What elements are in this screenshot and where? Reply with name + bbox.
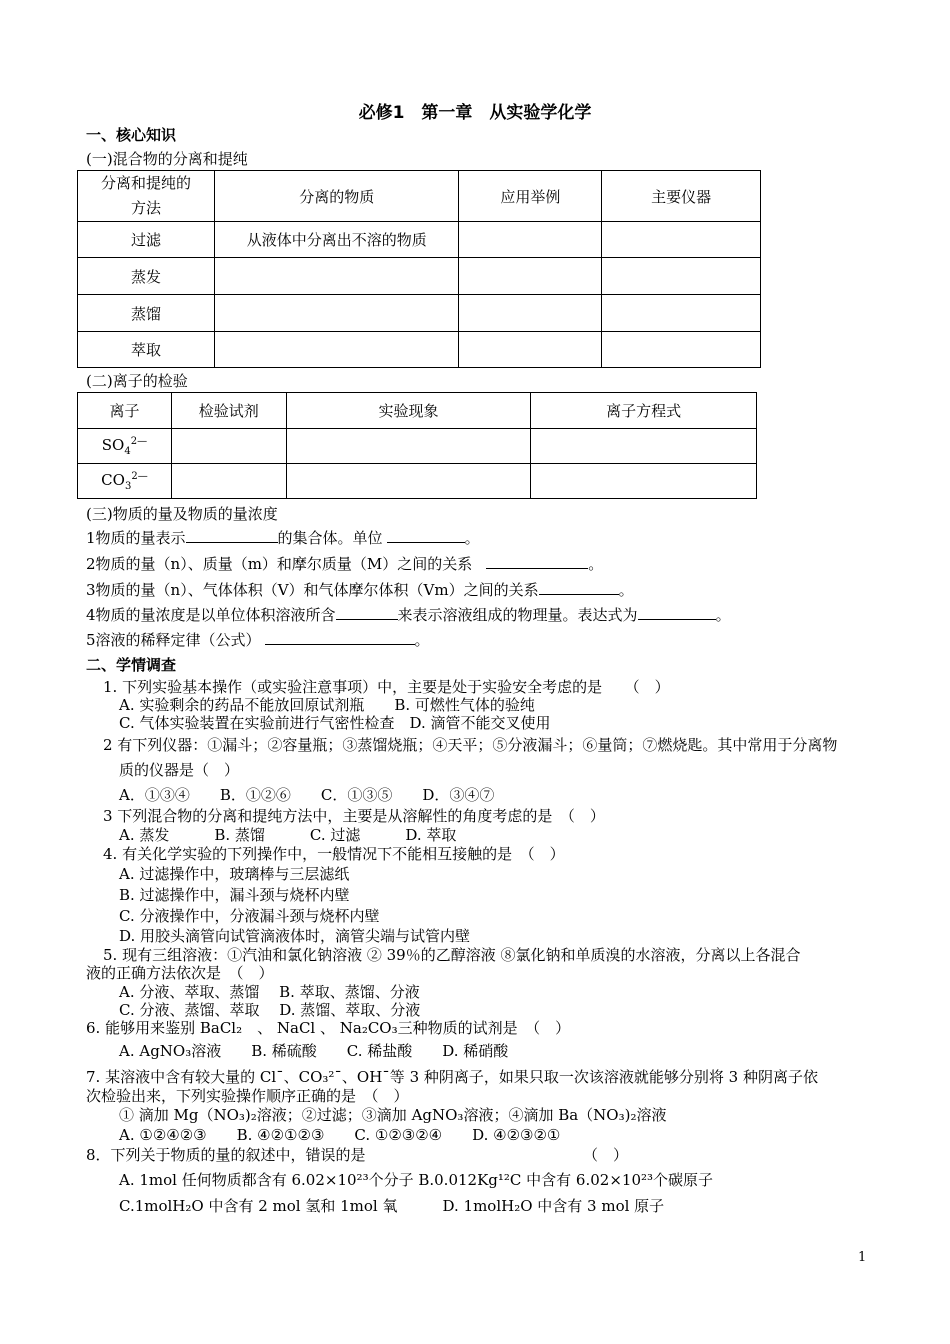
blank-line[interactable] [638, 605, 716, 620]
question-1-options-ab: A. 实验剩余的药品不能放回原试剂瓶 B. 可燃性气体的验纯 [119, 696, 535, 714]
cell-substance: 从液体中分离出不溶的物质 [214, 222, 459, 258]
question-1-stem: 1. 下列实验基本操作（或实验注意事项）中，主要是处于实验安全考虑的是 （ ） [103, 678, 670, 696]
header-substance: 分离的物质 [214, 171, 459, 222]
blank-line[interactable] [539, 580, 619, 595]
question-4-option-b: B. 过滤操作中，漏斗颈与烧杯内壁 [119, 886, 350, 904]
cell-phenomenon [286, 464, 531, 499]
blank-line[interactable] [486, 554, 588, 569]
question-2-stem: 2 有下列仪器：①漏斗；②容量瓶；③蒸馏烧瓶；④天平；⑤分液漏斗；⑥量筒；⑦燃烧匙。其中常用于分离物 [103, 736, 838, 754]
page-number: 1 [858, 1250, 867, 1265]
cell-substance [214, 258, 459, 295]
cell-phenomenon [286, 429, 531, 464]
question-6-stem: 6. 能够用来鉴别 BaCl₂ 、 NaCl 、 Na₂CO₃三种物质的试剂是 （ ） [86, 1019, 571, 1037]
question-5-options-cd: C. 分液、蒸馏、萃取 D. 蒸馏、萃取、分液 [119, 1001, 421, 1019]
table-row [78, 295, 761, 332]
cell-example [459, 332, 602, 368]
fill-item-3: 3物质的量（n）、气体体积（V）和气体摩尔体积（Vm）之间的关系 。 [86, 581, 634, 599]
question-5-stem: 5. 现有三组溶液：①汽油和氯化钠溶液 ② 39％的乙醇溶液 ⑧氯化钠和单质溴的水溶液，分离以上各混合 [103, 946, 801, 964]
header-phenomenon: 实验现象 [286, 393, 531, 429]
question-4-option-a: A. 过滤操作中，玻璃棒与三层滤纸 [119, 865, 350, 883]
table-header-row [78, 171, 761, 222]
header-instrument: 主要仪器 [602, 171, 761, 222]
cell-method: 蒸馏 [78, 295, 215, 332]
cell-reagent [171, 464, 286, 499]
cell-instrument [602, 295, 761, 332]
question-7-options: A. ①②④②③ B. ④②①②③ C. ①②③②④ D. ④②③②① [119, 1126, 561, 1144]
subheading-mole: (三)物质的量及物质的量浓度 [86, 505, 278, 523]
question-7-stem-cont: 次检验出来，下列实验操作顺序正确的是 （ ） [86, 1087, 409, 1105]
question-5-stem-cont: 液的正确方法依次是 （ ） [86, 964, 274, 982]
blank-line[interactable] [265, 630, 415, 645]
question-8-options-cd: C.1molH₂O 中含有 2 mol 氢和 1mol 氧 D. 1molH₂O 中含有 3 mol 原子 [119, 1197, 665, 1215]
header-ion: 离子 [78, 393, 172, 429]
fill-item-1: 1物质的量表示 的集合体。单位 。 [86, 529, 480, 547]
question-6-options: A. AgNO₃溶液 B. 稀硫酸 C. 稀盐酸 D. 稀硝酸 [119, 1042, 509, 1060]
cell-ion-sulfate: $SO_4^{2—}$ [78, 429, 172, 464]
header-equation: 离子方程式 [531, 393, 757, 429]
question-4-stem: 4. 有关化学实验的下列操作中，一般情况下不能相互接触的是 （ ） [103, 845, 565, 863]
question-3-stem: 3 下列混合物的分离和提纯方法中，主要是从溶解性的角度考虑的是 （ ） [103, 807, 605, 825]
subheading-separation: (一)混合物的分离和提纯 [86, 150, 248, 168]
cell-method: 蒸发 [78, 258, 215, 295]
fill-item-4: 4物质的量浓度是以单位体积溶液所含 来表示溶液组成的物理量。表达式为 。 [86, 606, 731, 624]
cell-method: 萃取 [78, 332, 215, 368]
header-example: 应用举例 [459, 171, 602, 222]
question-7-steps: ① 滴加 Mg（NO₃)₂溶液；②过滤；③滴加 AgNO₃溶液；④滴加 Ba（NO₃)₂溶液 [119, 1106, 667, 1124]
table-row [78, 429, 757, 464]
question-1-options-cd: C. 气体实验装置在实验前进行气密性检查 D. 滴管不能交叉使用 [119, 714, 551, 732]
cell-example [459, 222, 602, 258]
cell-method: 过滤 [78, 222, 215, 258]
section-heading-core: 一、核心知识 [86, 126, 177, 144]
table-row [78, 258, 761, 295]
section-heading-survey: 二、学情调查 [86, 656, 177, 674]
cell-equation [531, 464, 757, 499]
cell-substance [214, 332, 459, 368]
table-row [78, 464, 757, 499]
separation-table [77, 170, 761, 368]
cell-instrument [602, 332, 761, 368]
fill-item-5: 5溶液的稀释定律（公式） 。 [86, 631, 430, 649]
question-2-stem-cont: 质的仪器是（ ） [119, 761, 240, 779]
cell-equation [531, 429, 757, 464]
cell-instrument [602, 258, 761, 295]
question-8-stem: 8．下列关于物质的量的叙述中，错误的是 （ ） [86, 1146, 629, 1164]
ion-test-table [77, 392, 757, 499]
fill-item-2: 2物质的量（n）、质量（m）和摩尔质量（M）之间的关系 。 [86, 555, 604, 573]
question-5-options-ab: A. 分液、萃取、蒸馏 B. 萃取、蒸馏、分液 [119, 983, 420, 1001]
blank-line[interactable] [387, 528, 465, 543]
header-method: 分离和提纯的方法 [78, 171, 215, 222]
table-row [78, 332, 761, 368]
blank-line[interactable] [336, 605, 398, 620]
question-4-option-c: C. 分液操作中，分液漏斗颈与烧杯内壁 [119, 907, 380, 925]
table-row [78, 222, 761, 258]
page-title: 必修1 第一章 从实验学化学 [358, 103, 592, 123]
question-2-options: A．①③④ B．①②⑥ C．①③⑤ D．③④⑦ [119, 786, 495, 804]
subheading-ion-test: (二)离子的检验 [86, 372, 188, 390]
question-3-options: A. 蒸发 B. 蒸馏 C. 过滤 D. 萃取 [119, 826, 457, 844]
question-8-options-ab: A. 1mol 任何物质都含有 6.02×10²³个分子 B.0.012Kg¹²C 中含有 6.02×10²³个碳原子 [119, 1171, 714, 1189]
cell-substance [214, 295, 459, 332]
cell-reagent [171, 429, 286, 464]
cell-instrument [602, 222, 761, 258]
header-reagent: 检验试剂 [171, 393, 286, 429]
question-4-option-d: D. 用胶头滴管向试管滴液体时，滴管尖端与试管内壁 [119, 927, 471, 945]
cell-example [459, 258, 602, 295]
blank-line[interactable] [186, 528, 278, 543]
question-7-stem: 7. 某溶液中含有较大量的 Cl¯、CO₃²¯、OH¯等 3 种阴离子，如果只取一次该溶液就能够分别将 3 种阴离子依 [86, 1068, 818, 1086]
table-header-row [78, 393, 757, 429]
cell-ion-carbonate: $CO_3^{2—}$ [78, 464, 172, 499]
cell-example [459, 295, 602, 332]
